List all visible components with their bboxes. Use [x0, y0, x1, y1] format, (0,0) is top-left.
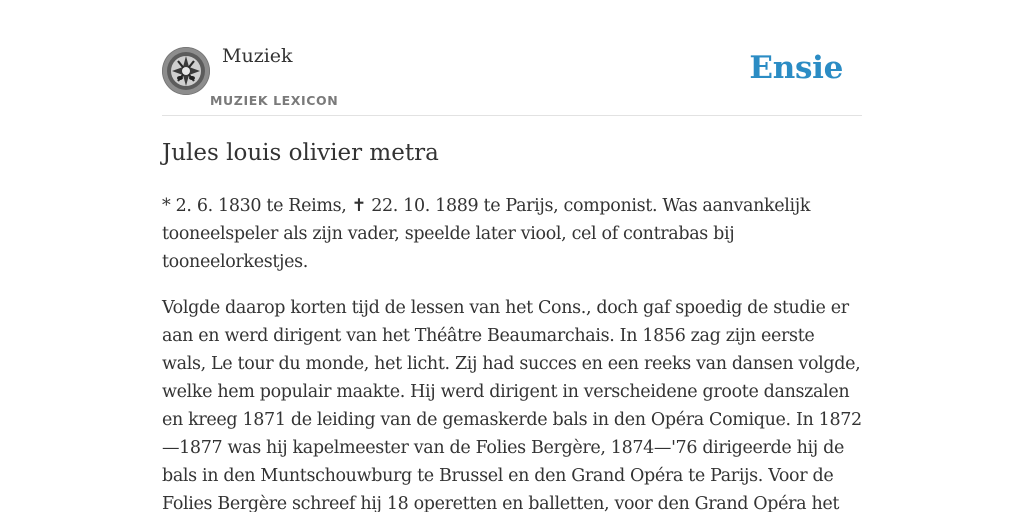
article-header	[162, 0, 862, 116]
article-page	[162, 0, 862, 512]
source-subtitle[interactable]: MUZIEK LEXICON	[210, 93, 339, 108]
article-body	[162, 192, 862, 512]
music-emblem-icon	[162, 47, 210, 95]
article-paragraph: * 2. 6. 1830 te Reims, ✝ 22. 10. 1889 te Parijs, componist. Was aanvankelijk tooneelspeler als zijn vader, speelde later viool, cel of contrabas bij tooneelorkestjes.	[162, 196, 811, 272]
article-title: Jules louis olivier metra	[162, 140, 439, 166]
article-paragraph: Volgde daarop korten tijd de lessen van het Cons., doch gaf spoedig de studie er aan en werd dirigent van het Théâtre Beaumarchais. In 1856 zag zijn eerste wals, Le tour du monde, het licht. Zij had succes en een reeks van dansen volgde, welke hem populair maakte. Hij werd dirigent in verscheidene groote danszalen en kreeg 1871 de leiding van de gemaskerde bals in den Opéra Comique. In 1872—1877 was hij kapelmeester van de Folies Bergère, 1874—'76 dirigeerde hij de bals in den Muntschouwburg te Brussel en den Grand Opéra te Parijs. Voor de Folies Bergère schreef hij 18 operetten en balletten, voor den Grand Opéra het	[162, 298, 862, 512]
source-name[interactable]: Muziek	[222, 45, 293, 67]
brand-logo[interactable]: Ensie	[749, 50, 843, 86]
source-avatar[interactable]	[162, 47, 210, 95]
